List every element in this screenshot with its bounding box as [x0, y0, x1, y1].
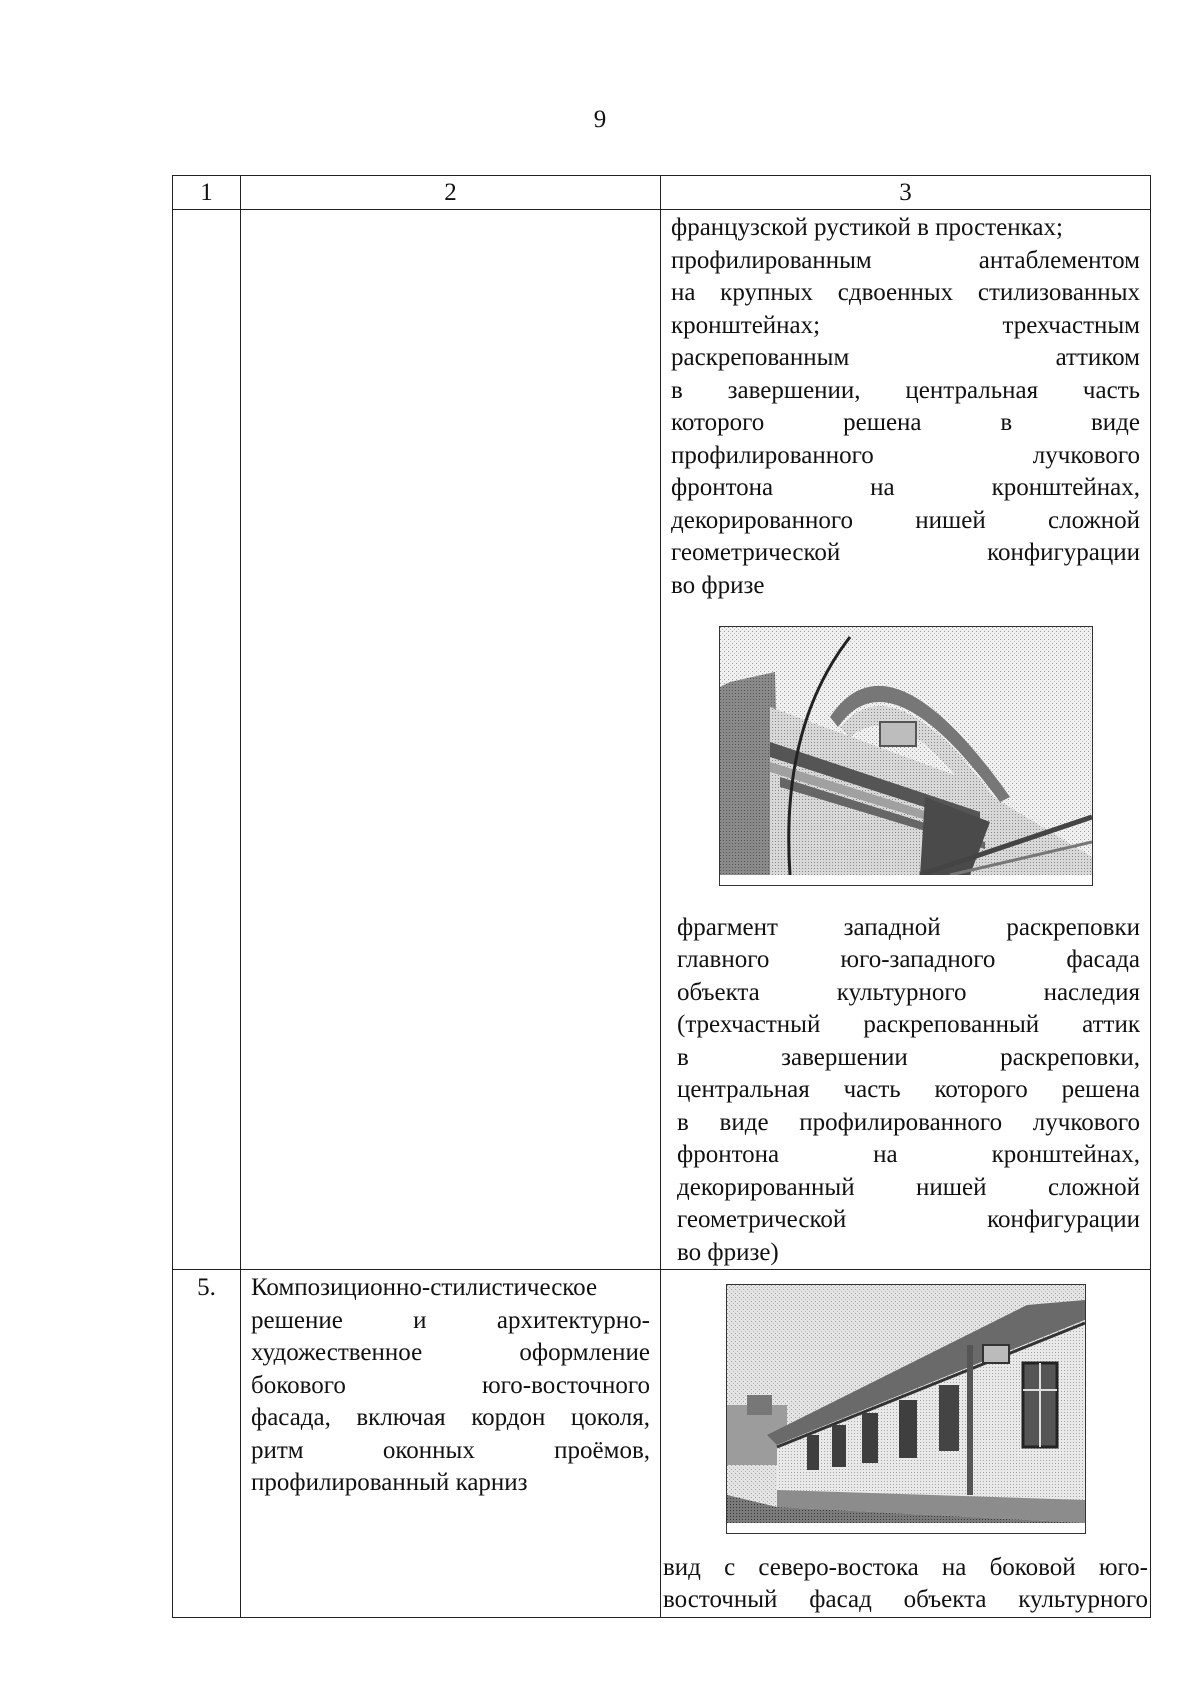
caption-line: объекта культурного наследия	[677, 978, 1140, 1006]
caption-line: вид с северо-востока на боковой юго-	[663, 1553, 1148, 1581]
caption-line: во фризе)	[677, 1238, 779, 1266]
row-number-empty	[173, 210, 241, 1270]
side-facade-photo	[726, 1284, 1086, 1534]
caption-line: в завершении раскреповки,	[677, 1043, 1140, 1071]
photo-caption	[671, 912, 1140, 1270]
detail-line: декорированного нишей сложной	[671, 506, 1140, 534]
detail-line: в завершении, центральная часть	[671, 376, 1140, 404]
header-col-3: 3	[661, 176, 1151, 210]
header-col-2: 2	[241, 176, 661, 210]
row-description-empty	[241, 210, 661, 1270]
detail-line: профилированного лучкового	[671, 441, 1140, 469]
detail-line: кронштейнах; трехчастным	[671, 311, 1140, 339]
caption-line: главного юго-западного фасада	[677, 946, 1140, 973]
description-line: профилированный карниз	[251, 1469, 528, 1496]
detail-line: французской рустикой в простенках;	[671, 214, 1063, 241]
photo-container	[671, 602, 1140, 912]
detail-line: которого решена в виде	[671, 409, 1140, 436]
row-detail	[661, 1270, 1151, 1618]
caption-line: восточный фасад объекта культурного	[663, 1586, 1148, 1613]
facade-attic-photo	[719, 626, 1093, 886]
description-line: бокового юго-восточного	[251, 1371, 650, 1399]
table-row-5	[173, 1270, 1151, 1618]
description-line: фасада, включая кордон цоколя,	[251, 1404, 650, 1431]
detail-line: во фризе	[671, 571, 765, 599]
detail-text	[671, 212, 1140, 602]
caption-line: центральная часть которого решена	[677, 1076, 1140, 1103]
page-number: 9	[593, 106, 607, 133]
description-line: ритм оконных проёмов,	[251, 1436, 650, 1464]
table-row-continued	[173, 210, 1151, 1270]
header-col-1: 1	[173, 176, 241, 210]
photo-container	[661, 1270, 1150, 1552]
caption-line: геометрической конфигурации	[677, 1206, 1140, 1233]
caption-line: фрагмент западной раскреповки	[677, 913, 1140, 941]
heritage-table	[172, 175, 1151, 1618]
description-line: решение и архитектурно-	[251, 1306, 650, 1334]
caption-line: декорированный нишей сложной	[677, 1173, 1140, 1201]
photo-caption	[661, 1552, 1150, 1617]
table-header-row	[173, 176, 1151, 210]
detail-line: раскрепованным аттиком	[671, 344, 1140, 371]
row-number: 5.	[173, 1270, 241, 1618]
description-line: Композиционно-стилистическое	[251, 1274, 598, 1301]
detail-line: на крупных сдвоенных стилизованных	[671, 279, 1140, 306]
row-description	[241, 1270, 661, 1618]
caption-line: (трехчастный раскрепованный аттик	[677, 1011, 1140, 1038]
detail-line: геометрической конфигурации	[671, 539, 1140, 566]
detail-line: фронтона на кронштейнах,	[671, 474, 1140, 501]
description-line: художественное оформление	[251, 1339, 650, 1366]
row-detail	[661, 210, 1151, 1270]
caption-line: в виде профилированного лучкового	[677, 1108, 1140, 1136]
detail-line: профилированным антаблементом	[671, 246, 1140, 274]
caption-line: фронтона на кронштейнах,	[677, 1141, 1140, 1168]
